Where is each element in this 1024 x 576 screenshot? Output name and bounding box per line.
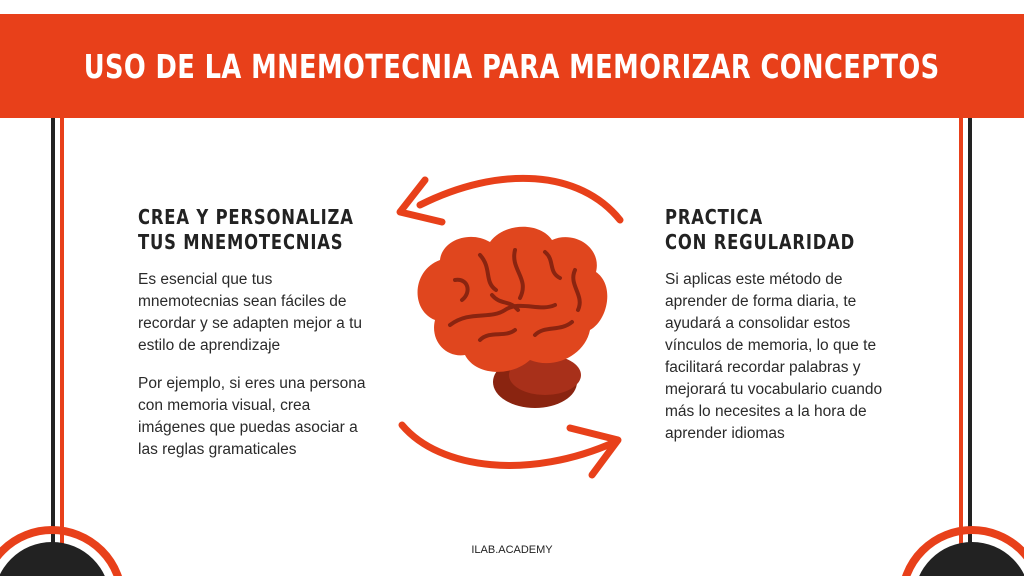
page-title: USO DE LA MNEMOTECNIA PARA MEMORIZAR CONCEPTOS: [84, 46, 940, 86]
left-heading-line2: TUS MNEMOTECNIAS: [138, 230, 344, 254]
left-heading-line1: CREA Y PERSONALIZA: [138, 205, 354, 229]
title-banner: [0, 14, 1024, 118]
cycle-arrow-top-icon: [400, 178, 620, 222]
right-heading-line1: PRACTICA: [665, 205, 763, 229]
right-paragraph-1: Si aplicas este método de aprender de forma diaria, te ayudará a consolidar estos vínculos de memoria, lo que te facilitará recordar palabras y mejorará tu vocabulario cuando más lo necesites a la hora de aprender idiomas: [665, 271, 883, 442]
footer-brand: ILAB.ACADEMY: [471, 544, 553, 556]
left-column: [138, 205, 368, 477]
right-column: [665, 205, 885, 461]
right-heading: [665, 205, 856, 255]
left-heading: [138, 205, 354, 255]
brain-icon: [418, 227, 608, 408]
brain-cycle-illustration: [380, 160, 650, 490]
cycle-arrow-bottom-icon: [402, 425, 618, 475]
right-heading-line2: CON REGULARIDAD: [665, 230, 856, 254]
left-paragraph-1: Es esencial que tus mnemotecnias sean fáciles de recordar y se adapten mejor a tu estilo de aprendizaje: [138, 271, 363, 354]
left-paragraph-2: Por ejemplo, si eres una persona con memoria visual, crea imágenes que puedas asociar a las reglas gramaticales: [138, 375, 366, 458]
